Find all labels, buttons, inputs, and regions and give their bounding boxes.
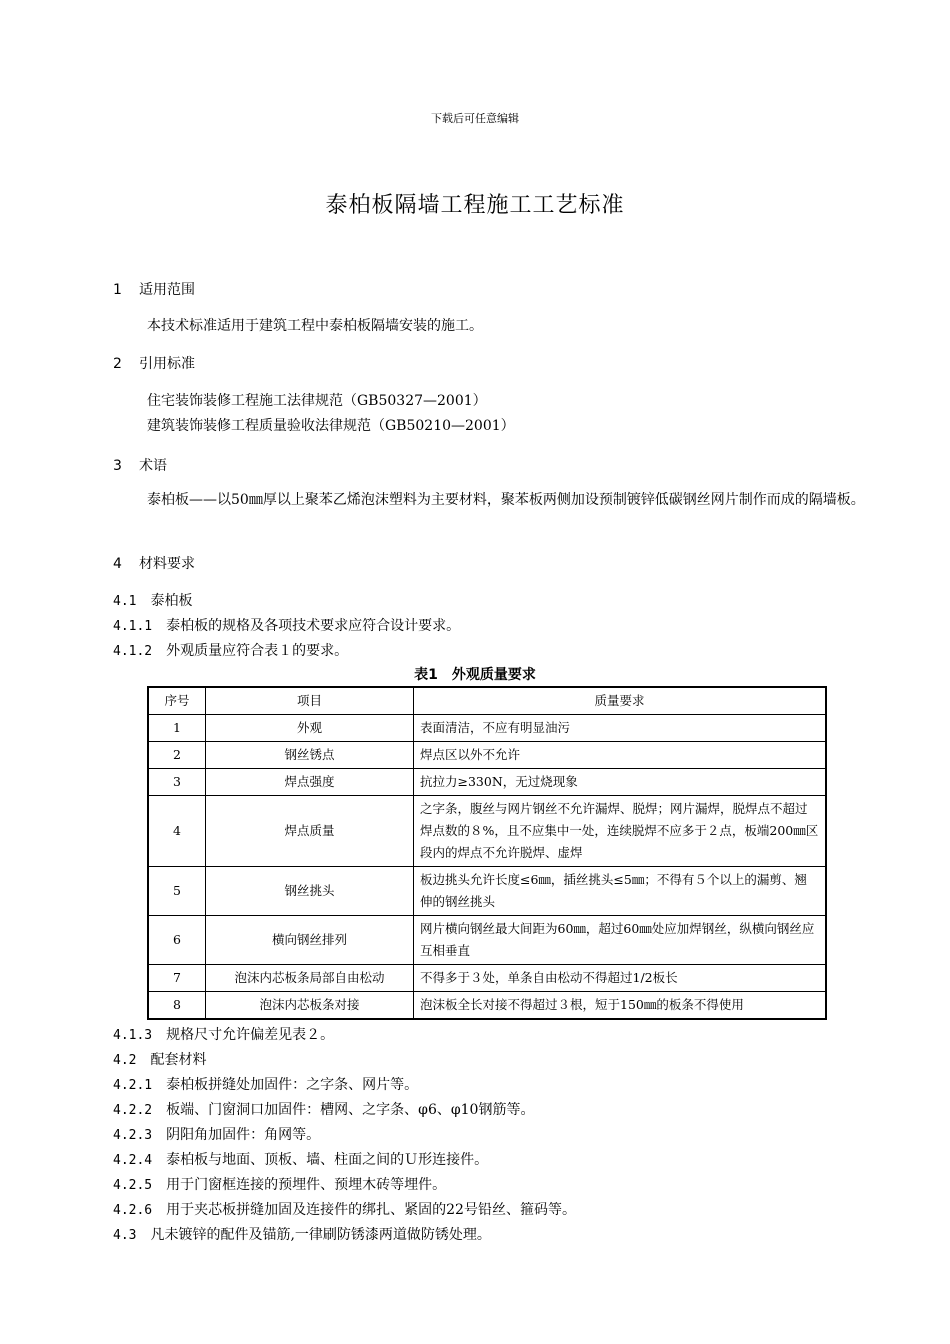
table-cell: 不得多于３处，单条自由松动不得超过1/2板长 — [414, 965, 827, 992]
clause-text: 板端、门窗洞口加固件：槽网、之字条、φ6、φ10钢筋等。 — [166, 1102, 535, 1118]
table-row — [148, 796, 826, 867]
clause-text: 规格尺寸允许偏差见表２。 — [166, 1027, 335, 1043]
clause-text: 配套材料 — [150, 1052, 207, 1068]
section-heading-terms — [113, 455, 167, 475]
table-row — [148, 742, 826, 769]
clause-item — [113, 1199, 576, 1219]
table-cell: 8 — [148, 992, 206, 1020]
clause-text: 泰柏板与地面、顶板、墙、柱面之间的Ｕ形连接件。 — [166, 1152, 489, 1168]
table-cell: 钢丝锈点 — [206, 742, 414, 769]
table-cell: 横向钢丝排列 — [206, 916, 414, 965]
clause-number: 4.2.5 — [113, 1178, 153, 1193]
clause-number: 4.1.3 — [113, 1028, 153, 1043]
clause-item — [113, 1224, 491, 1244]
clause-item — [113, 1024, 334, 1044]
reference-item: 建筑装饰装修工程质量验收法律规范（GB50210—2001） — [147, 418, 515, 434]
section-heading-materials — [113, 553, 195, 573]
table-cell: 5 — [148, 867, 206, 916]
column-header: 项目 — [206, 687, 414, 715]
table-cell: 泡沫板全长对接不得超过３根，短于150㎜的板条不得使用 — [414, 992, 827, 1020]
table-cell: 6 — [148, 916, 206, 965]
table-cell: 焊点强度 — [206, 769, 414, 796]
document-title: 泰柏板隔墙工程施工工艺标准 — [325, 193, 625, 218]
table-row — [148, 867, 826, 916]
clause-number: 4.1 — [113, 594, 137, 609]
table-cell: 焊点区以外不允许 — [414, 742, 827, 769]
clause-number: 4.2.4 — [113, 1153, 153, 1168]
clause-number: 4.3 — [113, 1228, 137, 1243]
scope-paragraph: 本技术标准适用于建筑工程中泰柏板隔墙安装的施工。 — [147, 318, 483, 334]
section-number: 4 — [113, 556, 122, 572]
table-header-row — [148, 687, 826, 715]
clause-text: 泰柏板 — [150, 593, 193, 609]
section-title: 引用标准 — [139, 356, 195, 372]
term-paragraph: 泰柏板——以50㎜厚以上聚苯乙烯泡沫塑料为主要材料，聚苯板两侧加设预制镀锌低碳钢丝网片制作而成的隔墙板。 — [147, 492, 865, 508]
section-number: 1 — [113, 282, 122, 298]
table-cell: 7 — [148, 965, 206, 992]
clause-text: 泰柏板的规格及各项技术要求应符合设计要求。 — [166, 618, 461, 634]
clause-text: 阴阳角加固件：角网等。 — [166, 1127, 321, 1143]
clause-text: 凡未镀锌的配件及锚筋,一律刷防锈漆两道做防锈处理。 — [150, 1227, 491, 1243]
clause-text: 用于夹芯板拼缝加固及连接件的绑扎、紧固的22号铅丝、箍码等。 — [166, 1202, 576, 1218]
reference-item: 住宅装饰装修工程施工法律规范（GB50327—2001） — [147, 393, 487, 409]
table-cell: 泡沫内芯板条局部自由松动 — [206, 965, 414, 992]
table-cell: 3 — [148, 769, 206, 796]
table-cell: 泡沫内芯板条对接 — [206, 992, 414, 1020]
clause-number: 4.2 — [113, 1053, 137, 1068]
clause-item — [113, 1174, 446, 1194]
column-header: 质量要求 — [414, 687, 827, 715]
table-cell: 钢丝挑头 — [206, 867, 414, 916]
table-cell: 之字条，腹丝与网片钢丝不允许漏焊、脱焊；网片漏焊，脱焊点不超过焊点数的８%，且不应集中一处，连续脱焊不应多于２点，板端200㎜区段内的焊点不允许脱焊、虚焊 — [414, 796, 827, 867]
table-cell: 板边挑头允许长度≤6㎜，插丝挑头≤5㎜；不得有５个以上的漏剪、翘伸的钢丝挑头 — [414, 867, 827, 916]
table-row — [148, 715, 826, 742]
clause-text: 用于门窗框连接的预埋件、预埋木砖等埋件。 — [166, 1177, 447, 1193]
table-row — [148, 916, 826, 965]
clause-text: 外观质量应符合表１的要求。 — [166, 643, 349, 659]
table-cell: 2 — [148, 742, 206, 769]
clause-item — [113, 615, 460, 635]
clause-item — [113, 1074, 418, 1094]
table-cell: 外观 — [206, 715, 414, 742]
clause-item — [113, 1049, 206, 1069]
table-row — [148, 992, 826, 1020]
table-cell: 表面清洁，不应有明显油污 — [414, 715, 827, 742]
section-title: 适用范围 — [139, 282, 195, 298]
section-title: 材料要求 — [139, 556, 195, 572]
section-heading-scope — [113, 279, 195, 299]
clause-number: 4.2.3 — [113, 1128, 153, 1143]
clause-item — [113, 1099, 534, 1119]
section-heading-references — [113, 353, 195, 373]
clause-number: 4.2.2 — [113, 1103, 153, 1118]
table-cell: 抗拉力≥330N，无过烧现象 — [414, 769, 827, 796]
clause-item — [113, 590, 192, 610]
table-cell: 1 — [148, 715, 206, 742]
clause-number: 4.1.2 — [113, 644, 153, 659]
header-note: 下载后可任意编辑 — [431, 112, 519, 125]
table-row — [148, 769, 826, 796]
clause-item — [113, 1124, 320, 1144]
column-header: 序号 — [148, 687, 206, 715]
table-cell: 焊点质量 — [206, 796, 414, 867]
clause-number: 4.1.1 — [113, 619, 153, 634]
section-number: 3 — [113, 458, 122, 474]
section-title: 术语 — [139, 458, 167, 474]
clause-text: 泰柏板拼缝处加固件：之字条、网片等。 — [166, 1077, 419, 1093]
table-row — [148, 965, 826, 992]
table-title: 表1 外观质量要求 — [414, 667, 536, 683]
clause-number: 4.2.6 — [113, 1203, 153, 1218]
quality-requirements-table — [147, 686, 827, 1020]
table-cell: 4 — [148, 796, 206, 867]
clause-number: 4.2.1 — [113, 1078, 153, 1093]
clause-item — [113, 1149, 488, 1169]
table-cell: 网片横向钢丝最大间距为60㎜，超过60㎜处应加焊钢丝，纵横向钢丝应互相垂直 — [414, 916, 827, 965]
clause-item — [113, 640, 348, 660]
section-number: 2 — [113, 356, 122, 372]
